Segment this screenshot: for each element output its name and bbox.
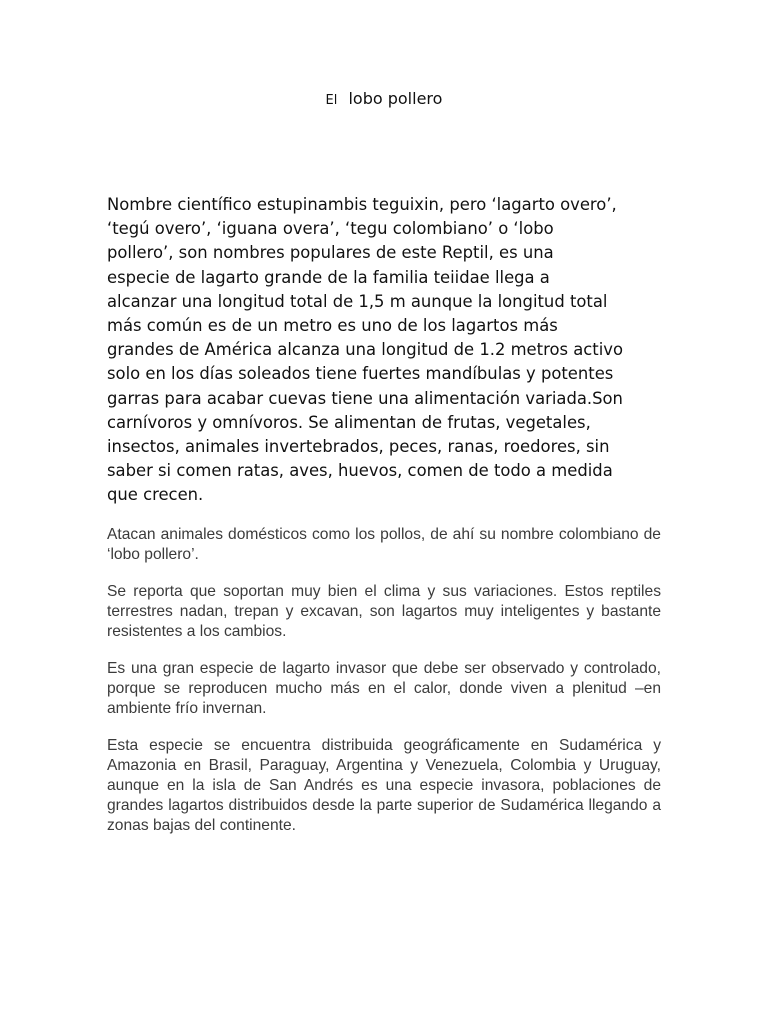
paragraph-scientific-name: Nombre científico estupinambis teguixin, pero ‘lagarto overo’, ‘tegú overo’, ‘iguana overa’, ‘tegu colombiano’ o ‘lobo pollero’, son nombres populares de este Reptil, es una especie de lagarto grande de la familia teiidae llega a alcanzar una longitud total de 1,5 m aunque la longitud total más común es de un metro es uno de los lagartos más grandes de América alcanza una longitud de 1.2 metros activo solo en los días soleados tiene fuertes mandíbulas y potentes garras para acabar cuevas tiene una alimentación variada.Son carnívoros y omnívoros. Se alimentan de frutas, vegetales, insectos, animales invertebrados, peces, ranas, roedores, sin saber si comen ratas, aves, huevos, comen de todo a medida que crecen. — [107, 195, 623, 505]
paragraph-attacks: Atacan animales domésticos como los pollos, de ahí su nombre colombiano de ‘lobo pollero’. — [107, 526, 661, 563]
body-paragraphs — [107, 525, 661, 836]
title-text: lobo pollero — [348, 89, 443, 108]
page-title — [0, 89, 768, 108]
title-prefix: El — [325, 93, 338, 108]
paragraph-distribution: Esta especie se encuentra distribuida geográficamente en Sudamérica y Amazonia en Brasil, Paraguay, Argentina y Venezuela, Colombia y Uruguay, aunque en la isla de San Andrés es una especie invasora, poblaciones de grandes lagartos distribuidos desde la parte superior de Sudamérica llegando a zonas bajas del continente. — [107, 737, 661, 834]
paragraph-invasive: Es una gran especie de lagarto invasor que debe ser observado y controlado, porque se reproducen mucho más en el calor, donde viven a plenitud –en ambiente frío invernan. — [107, 660, 661, 717]
paragraph-climate: Se reporta que soportan muy bien el clima y sus variaciones. Estos reptiles terrestres nadan, trepan y excavan, son lagartos muy inteligentes y bastante resistentes a los cambios. — [107, 583, 661, 640]
